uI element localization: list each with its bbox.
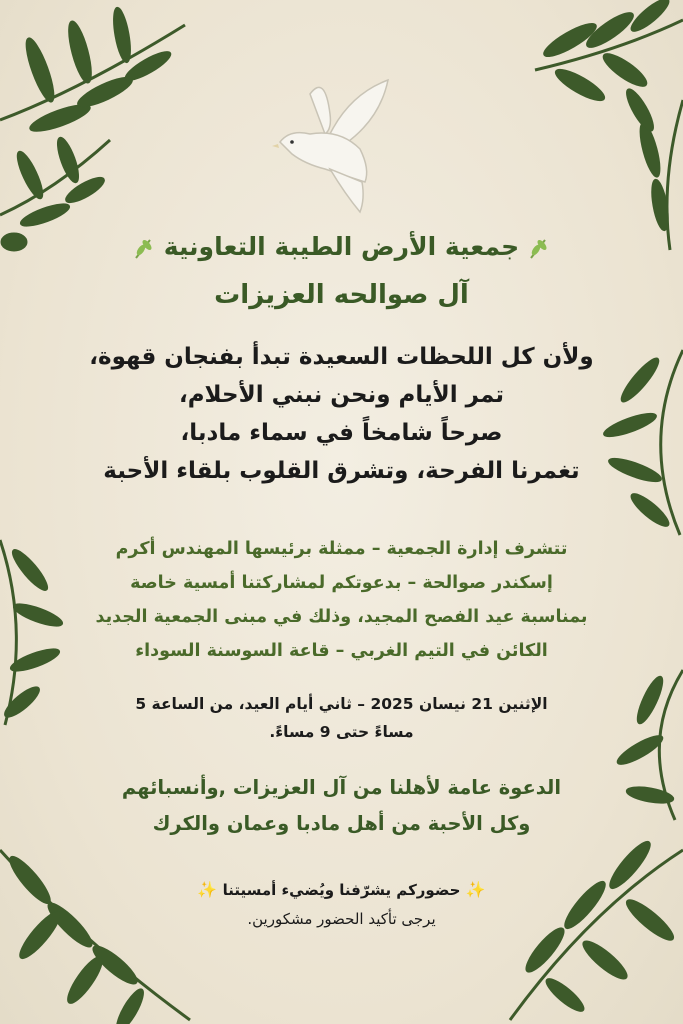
association-title xyxy=(0,232,683,261)
poem-line: ولأن كل اللحظات السعيدة تبدأ بفنجان قهوة، xyxy=(89,344,594,370)
datetime-line: مساءً حتى 9 مساءً. xyxy=(269,723,414,741)
olive-branch-top-left-icon xyxy=(0,0,200,260)
closing-line-1 xyxy=(0,875,683,905)
closing-note xyxy=(0,875,683,934)
olive-sprig-icon xyxy=(527,236,551,260)
general-line: الدعوة عامة لأهلنا من آل العزيزات ,وأنسبائهم xyxy=(121,776,562,799)
title-line-1: جمعية الأرض الطيبة التعاونية xyxy=(163,232,520,261)
general-line: وكل الأحبة من أهل مادبا وعمان والكرك xyxy=(152,812,531,835)
olive-branch-top-right-icon xyxy=(510,0,683,260)
invitation-line: الكائن في التيم الغربي – قاعة السوسنة السوداء xyxy=(135,641,548,661)
poem-line: صرحاً شامخاً في سماء مادبا، xyxy=(180,420,503,446)
poem-line: تغمرنا الفرحة، وتشرق القلوب بلقاء الأحبة xyxy=(103,458,580,484)
invitation-text xyxy=(0,532,683,668)
sparkle-icon: ✨ xyxy=(197,880,218,899)
closing-text: حضوركم يشرّفنا ويُضيء أمسيتنا xyxy=(222,881,461,899)
event-datetime xyxy=(0,690,683,746)
olive-sprig-icon xyxy=(132,236,156,260)
family-name: آل صوالحه العزيزات xyxy=(214,280,469,310)
poem-text xyxy=(0,338,683,490)
invitation-line: بمناسبة عيد الفصح المجيد، وذلك في مبنى الجمعية الجديد xyxy=(95,607,588,627)
invitation-line: تتشرف إدارة الجمعية – ممثلة برئيسها المهندس أكرم xyxy=(115,539,568,559)
general-invitation xyxy=(0,770,683,842)
rsvp-text: يرجى تأكيد الحضور مشكورين. xyxy=(247,910,436,928)
sparkle-icon: ✨ xyxy=(465,880,486,899)
datetime-line: الإثنين 21 نيسان 2025 – ثاني أيام العيد، من الساعة 5 xyxy=(135,695,548,713)
poem-line: تمر الأيام ونحن نبني الأحلام، xyxy=(178,382,505,408)
invitation-line: إسكندر صوالحة – بدعوتكم لمشاركتنا أمسية خاصة xyxy=(130,573,553,593)
dove-icon xyxy=(270,74,395,214)
